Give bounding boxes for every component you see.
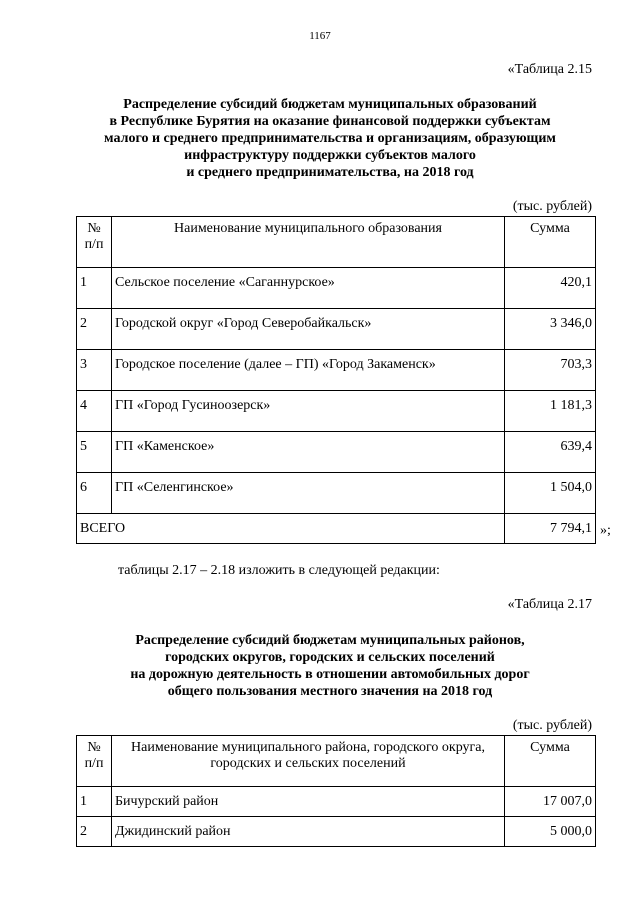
table-2-17-units: (тыс. рублей) — [512, 718, 592, 733]
table-row — [77, 268, 596, 309]
table-2-15-units: (тыс. рублей) — [512, 199, 592, 214]
row-name: Бичурский район — [112, 787, 505, 817]
table-2-17-reference: «Таблица 2.17 — [507, 597, 592, 612]
row-name: Городской округ «Город Северобайкальск» — [112, 309, 505, 350]
amendment-paragraph: таблицы 2.17 – 2.18 изложить в следующей редакции: — [118, 563, 440, 578]
table-row — [77, 350, 596, 391]
table-total-row — [77, 514, 596, 544]
table-header-row — [77, 736, 596, 787]
row-num: 2 — [77, 817, 112, 847]
row-num: 1 — [77, 787, 112, 817]
table-header-row — [77, 217, 596, 268]
row-name: Городское поселение (далее – ГП) «Город Закаменск» — [112, 350, 505, 391]
row-name: ГП «Селенгинское» — [112, 473, 505, 514]
header-sum: Сумма — [505, 217, 596, 268]
row-num: 6 — [77, 473, 112, 514]
table-row — [77, 817, 596, 847]
row-name: ГП «Город Гусиноозерск» — [112, 391, 505, 432]
title-line: инфраструктуру поддержки субъектов малого — [184, 148, 476, 163]
title-line: Распределение субсидий бюджетам муниципальных образований — [123, 97, 537, 112]
title-line: и среднего предпринимательства, на 2018 год — [186, 165, 474, 180]
table-2-15-reference: «Таблица 2.15 — [507, 62, 592, 77]
table-2-17 — [76, 735, 596, 847]
row-name: Джидинский район — [112, 817, 505, 847]
total-label: ВСЕГО — [77, 514, 505, 544]
row-num: 2 — [77, 309, 112, 350]
title-line: общего пользования местного значения на 2018 год — [167, 684, 493, 699]
row-name: Сельское поселение «Саганнурское» — [112, 268, 505, 309]
table-row — [77, 309, 596, 350]
row-sum: 1 504,0 — [505, 473, 596, 514]
row-sum: 3 346,0 — [505, 309, 596, 350]
header-sum: Сумма — [505, 736, 596, 787]
closing-quote: »; — [600, 523, 611, 538]
row-sum: 5 000,0 — [505, 817, 596, 847]
table-2-15-title — [70, 96, 590, 181]
header-name: Наименование муниципального образования — [112, 217, 505, 268]
row-num: 3 — [77, 350, 112, 391]
table-2-15 — [76, 216, 596, 544]
table-2-17-title — [70, 632, 590, 700]
table-row — [77, 391, 596, 432]
title-line: на дорожную деятельность в отношении автомобильных дорог — [130, 667, 530, 682]
row-sum: 420,1 — [505, 268, 596, 309]
row-sum: 639,4 — [505, 432, 596, 473]
title-line: в Республике Бурятия на оказание финансовой поддержки субъектам — [109, 114, 551, 129]
row-num: 4 — [77, 391, 112, 432]
header-num: № п/п — [77, 736, 112, 787]
title-line: Распределение субсидий бюджетам муниципальных районов, — [135, 633, 525, 648]
row-num: 5 — [77, 432, 112, 473]
header-num: № п/п — [77, 217, 112, 268]
row-num: 1 — [77, 268, 112, 309]
title-line: малого и среднего предпринимательства и организациям, образующим — [104, 131, 556, 146]
header-name: Наименование муниципального района, городского округа, городских и сельских поселений — [112, 736, 505, 787]
total-sum: 7 794,1 — [505, 514, 596, 544]
row-sum: 17 007,0 — [505, 787, 596, 817]
table-row — [77, 473, 596, 514]
table-row — [77, 787, 596, 817]
row-sum: 703,3 — [505, 350, 596, 391]
row-name: ГП «Каменское» — [112, 432, 505, 473]
page-number: 1167 — [309, 30, 331, 42]
table-row — [77, 432, 596, 473]
row-sum: 1 181,3 — [505, 391, 596, 432]
title-line: городских округов, городских и сельских поселений — [165, 650, 495, 665]
